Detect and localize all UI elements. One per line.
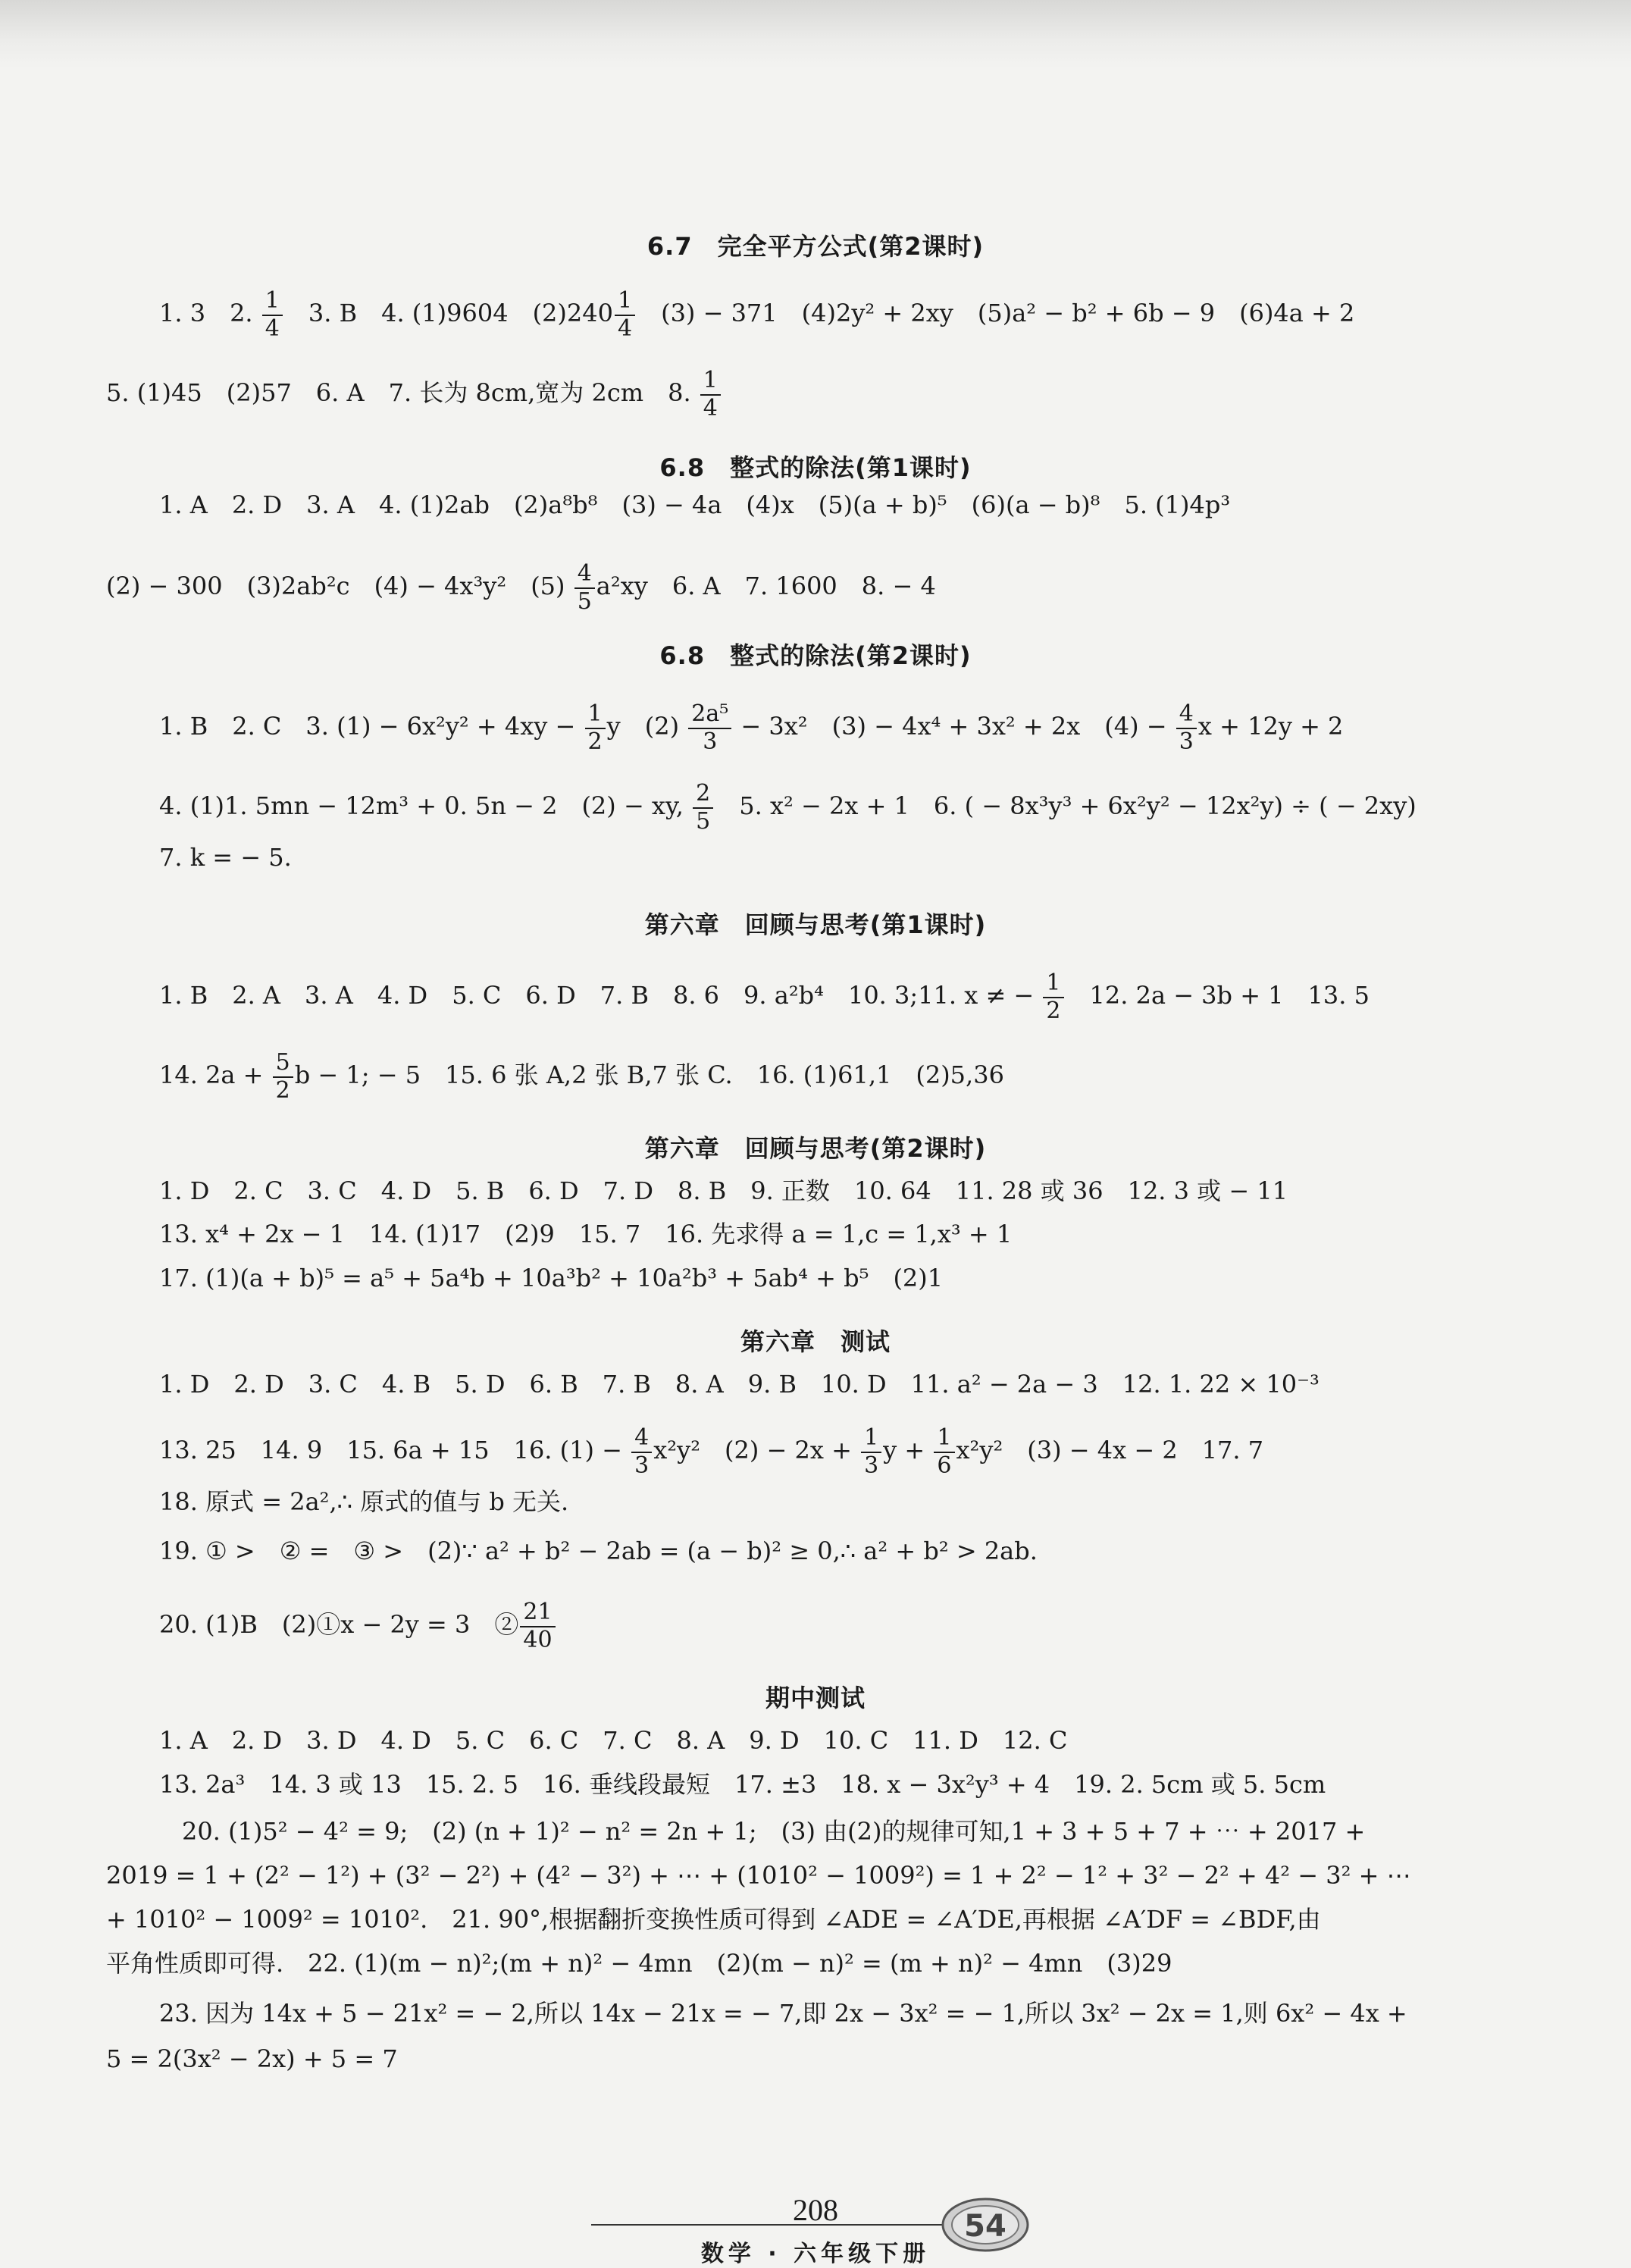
fraction: [693, 781, 713, 835]
fraction-denominator: 3: [703, 728, 718, 755]
answer-line: [159, 701, 1343, 755]
answer-text: 18. 原式 = 2a²,∴ 原式的值与 b 无关.: [159, 1487, 569, 1516]
fraction-denominator: 5: [696, 807, 711, 835]
answer-line: [159, 288, 1354, 342]
fraction: [520, 1599, 555, 1653]
answer-line: [159, 1999, 1407, 2028]
footer-rule: [591, 2224, 947, 2226]
answer-line: [159, 1176, 1288, 1205]
fraction-denominator: 3: [1179, 728, 1194, 755]
fraction-numerator: 2: [693, 781, 713, 809]
fraction-numerator: 21: [520, 1599, 555, 1627]
answer-text: 5. (1)45 (2)57 6. A 7. 长为 8cm,宽为 2cm 8.: [106, 378, 699, 407]
answer-line: [159, 781, 1417, 835]
answer-text: (2) − 300 (3)2ab²c (4) − 4x³y² (5): [106, 572, 573, 600]
fraction-numerator: 1: [585, 701, 606, 729]
answer-line: [159, 1539, 1038, 1563]
section-heading: 期中测试: [765, 1684, 866, 1712]
answer-text: 14. 2a +: [159, 1060, 271, 1089]
answer-text: y +: [883, 1436, 933, 1464]
answer-text: 20. (1)B (2)①x − 2y = 3 ②: [159, 1610, 519, 1639]
fraction-numerator: 4: [1176, 701, 1197, 729]
section-heading: 6.8 整式的除法(第2课时): [659, 641, 972, 670]
answer-text: (3) − 371 (4)2y² + 2xy (5)a² − b² + 6b − 9 (6)4a + 2: [637, 299, 1355, 327]
answer-line: [159, 1487, 569, 1516]
answer-text: 3. B 4. (1)9604 (2)240: [283, 299, 613, 327]
fraction-denominator: 2: [1046, 997, 1061, 1024]
fraction-numerator: 5: [273, 1050, 293, 1078]
answer-text: x + 12y + 2: [1197, 712, 1344, 741]
fraction-denominator: 6: [937, 1452, 952, 1479]
fraction: [1176, 701, 1197, 755]
answer-text: 7. k = − 5.: [159, 843, 292, 872]
fraction: [615, 288, 635, 342]
series-badge-icon: [940, 2194, 1031, 2255]
fraction-numerator: 1: [1043, 970, 1063, 998]
fraction-denominator: 3: [634, 1452, 650, 1479]
section-heading: 6.8 整式的除法(第1课时): [659, 453, 972, 482]
answer-text: 1. B 2. A 3. A 4. D 5. C 6. D 7. B 8. 6 9. a²b⁴ 10. 3;11. x ≠ −: [159, 981, 1042, 1010]
fraction: [861, 1425, 881, 1479]
answer-line: [106, 561, 936, 615]
answer-text: 23. 因为 14x + 5 − 21x² = − 2,所以 14x − 21x = − 7,即 2x − 3x² = − 1,所以 3x² − 2x = 1,则 6x² − 4x +: [159, 1999, 1407, 2028]
answer-text: 17. (1)(a + b)⁵ = a⁵ + 5a⁴b + 10a³b² + 10a²b³ + 5ab⁴ + b⁵ (2)1: [159, 1264, 944, 1292]
fraction-numerator: 1: [934, 1425, 954, 1453]
fraction-denominator: 4: [703, 394, 718, 421]
fraction-denominator: 3: [864, 1452, 879, 1479]
fraction-denominator: 2: [587, 728, 603, 755]
answer-line: [159, 1425, 1263, 1479]
section-heading: 第六章 回顾与思考(第1课时): [644, 910, 987, 939]
answer-text: 19. ① > ② = ③ > (2)∵ a² + b² − 2ab = (a − b)² ≥ 0,∴ a² + b² > 2ab.: [159, 1537, 1038, 1565]
answer-line: [159, 1772, 1326, 1797]
answer-text: 13. 25 14. 9 15. 6a + 15 16. (1) −: [159, 1436, 631, 1464]
page-number: 208: [793, 2193, 838, 2227]
answer-text: y (2): [606, 712, 687, 741]
fraction-numerator: 4: [574, 561, 595, 589]
answer-text: 1. D 2. C 3. C 4. D 5. B 6. D 7. D 8. B 9. 正数 10. 64 11. 28 或 36 12. 3 或 − 11: [159, 1176, 1288, 1205]
answer-line: [159, 970, 1370, 1024]
answer-text: 2019 = 1 + (2² − 1²) + (3² − 2²) + (4² − 3²) + ⋯ + (1010² − 1009²) = 1 + 2² − 1² + 3² − 2² + 4² − 3² + ⋯: [106, 1861, 1411, 1890]
answer-text: b − 1; − 5 15. 6 张 A,2 张 B,7 张 C. 16. (1)61,1 (2)5,36: [294, 1060, 1004, 1089]
fraction-denominator: 5: [577, 587, 592, 615]
answer-line: [106, 1861, 1411, 1890]
section-heading: 第六章 回顾与思考(第2课时): [644, 1134, 987, 1163]
answer-line: [159, 1370, 1320, 1399]
fraction-numerator: 4: [631, 1425, 652, 1453]
fraction: [585, 701, 606, 755]
answer-line: [106, 368, 722, 421]
fraction-denominator: 2: [275, 1076, 290, 1104]
fraction: [574, 561, 595, 615]
fraction-numerator: 1: [262, 288, 283, 316]
fraction-numerator: 1: [615, 288, 635, 316]
fraction: [688, 701, 731, 755]
fraction: [1043, 970, 1063, 1024]
answer-line: [159, 490, 1231, 519]
answer-text: 5. x² − 2x + 1 6. ( − 8x³y³ + 6x²y² − 12x²y) ÷ ( − 2xy): [715, 791, 1417, 820]
answer-line: [106, 1949, 1172, 1978]
fraction-denominator: 40: [523, 1626, 553, 1653]
answer-line: [159, 1266, 943, 1290]
answer-line: [159, 1222, 1012, 1246]
answer-line: [159, 1728, 1067, 1753]
answer-text: x²y² (2) − 2x +: [653, 1436, 860, 1464]
fraction-denominator: 4: [265, 315, 280, 342]
answer-text: 1. 3 2.: [159, 299, 261, 327]
answer-text: 20. (1)5² − 4² = 9; (2) (n + 1)² − n² = 2n + 1; (3) 由(2)的规律可知,1 + 3 + 5 + 7 + ⋯ + 2017 +: [182, 1817, 1366, 1846]
answer-text: − 3x² (3) − 4x⁴ + 3x² + 2x (4) −: [733, 712, 1175, 741]
answer-text: 13. x⁴ + 2x − 1 14. (1)17 (2)9 15. 7 16. 先求得 a = 1,c = 1,x³ + 1: [159, 1220, 1013, 1248]
fraction: [631, 1425, 652, 1479]
answer-text: 13. 2a³ 14. 3 或 13 15. 2. 5 16. 垂线段最短 17. ±3 18. x − 3x²y³ + 4 19. 2. 5cm 或 5. 5cm: [159, 1770, 1326, 1799]
answer-line: [182, 1819, 1365, 1844]
fraction: [273, 1050, 293, 1104]
answer-text: 1. D 2. D 3. C 4. B 5. D 6. B 7. B 8. A 9. B 10. D 11. a² − 2a − 3 12. 1. 22 × 10⁻³: [159, 1370, 1320, 1399]
fraction: [700, 368, 721, 421]
answer-line: [159, 1599, 557, 1653]
answer-text: 平角性质即可得. 22. (1)(m − n)²;(m + n)² − 4mn (2)(m − n)² = (m + n)² − 4mn (3)29: [106, 1949, 1172, 1978]
book-subtitle: 数学 · 六年级下册: [700, 2241, 931, 2267]
answer-text: + 1010² − 1009² = 1010². 21. 90°,根据翻折变换性质可得到 ∠ADE = ∠A′DE,再根据 ∠A′DF = ∠BDF,由: [106, 1905, 1321, 1934]
answer-text: 1. B 2. C 3. (1) − 6x²y² + 4xy −: [159, 712, 584, 741]
fraction: [262, 288, 283, 342]
answer-text: a²xy 6. A 7. 1600 8. − 4: [596, 572, 936, 600]
answer-line: [106, 1905, 1321, 1934]
answer-line: [106, 2044, 398, 2073]
section-heading: 6.7 完全平方公式(第2课时): [646, 232, 985, 261]
answer-text: 1. A 2. D 3. D 4. D 5. C 6. C 7. C 8. A 9. D 10. C 11. D 12. C: [159, 1726, 1068, 1755]
fraction-numerator: 1: [861, 1425, 881, 1453]
answer-line: [159, 843, 292, 872]
answer-text: 12. 2a − 3b + 1 13. 5: [1065, 981, 1370, 1010]
fraction: [934, 1425, 954, 1479]
section-heading: 第六章 测试: [740, 1327, 891, 1356]
fraction-denominator: 4: [617, 315, 633, 342]
answer-text: 4. (1)1. 5mn − 12m³ + 0. 5n − 2 (2) − xy,: [159, 791, 692, 820]
answer-text: 1. A 2. D 3. A 4. (1)2ab (2)a⁸b⁸ (3) − 4a (4)x (5)(a + b)⁵ (6)(a − b)⁸ 5. (1)4p³: [159, 490, 1231, 519]
fraction-numerator: 1: [700, 368, 721, 396]
series-badge-text: 54: [964, 2209, 1006, 2244]
answer-text: x²y² (3) − 4x − 2 17. 7: [956, 1436, 1264, 1464]
answer-text: 5 = 2(3x² − 2x) + 5 = 7: [106, 2044, 398, 2073]
answer-line: [159, 1050, 1004, 1104]
fraction-numerator: 2a⁵: [688, 701, 731, 729]
